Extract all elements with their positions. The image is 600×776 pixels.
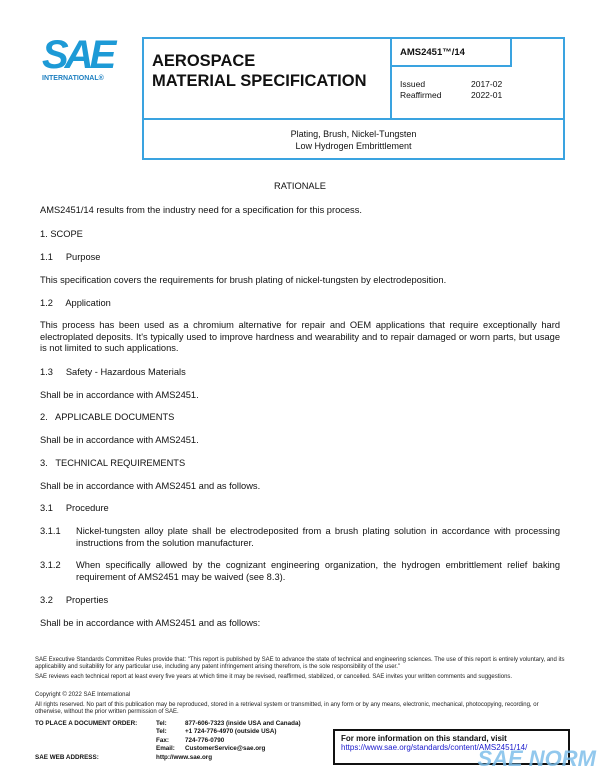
more-info-text: For more information on this standard, visit <box>341 734 507 743</box>
section-1-1-text: This specification covers the requirements for brush plating of nickel-tungsten by electrodeposition. <box>40 275 447 285</box>
section-1-3-text: Shall be in accordance with AMS2451. <box>40 390 199 400</box>
watermark: SAE NORM <box>477 746 596 771</box>
section-3-text: Shall be in accordance with AMS2451 and as follows. <box>40 481 261 491</box>
doc-number: AMS2451™/14 <box>400 47 465 58</box>
email-link[interactable]: CustomerService@sae.org <box>185 744 266 752</box>
section-3-2-heading: 3.2 Properties <box>40 595 109 605</box>
rationale-heading: RATIONALE <box>273 181 326 191</box>
section-2-text: Shall be in accordance with AMS2451. <box>40 435 199 445</box>
rights-notice: All rights reserved. No part of this publication may be reproduced, stored in a retrieval system or transmitted, in any form or by any means, electronic, mechanical, photocopying, recording, or otherwise, without the prior written permission of SAE. <box>35 702 539 716</box>
web-address-link[interactable]: http://www.sae.org <box>156 754 213 761</box>
order-label: TO PLACE A DOCUMENT ORDER: <box>35 720 138 727</box>
standard-link[interactable]: https://www.sae.org/standards/content/AMS2451/14/ <box>341 743 528 752</box>
reaffirmed-label: Reaffirmed <box>400 89 442 100</box>
section-3-1-2-text: When specifically allowed by the cognizant engineering organization, the hydrogen embrittlement relief baking requirement of AMS2451 may be waived (see 8.3). <box>76 560 560 582</box>
web-label: SAE WEB ADDRESS: <box>35 754 99 761</box>
rationale-text: AMS2451/14 results from the industry need for a specification for this process. <box>40 205 362 215</box>
section-1-2-text: This process has been used as a chromium alternative for repair and OEM applications that require exceptionally hard electroplated deposits. It's typically used to improve hardness and wearability and to repair damaged or worn parts, but usage is not limited to such applications. <box>40 320 560 353</box>
sae-logo <box>42 33 122 82</box>
copyright: Copyright © 2022 SAE International <box>35 692 131 698</box>
spec-type-title: AEROSPACE MATERIAL SPECIFICATION <box>152 52 367 90</box>
section-3-1-1-text: Nickel-tungsten alloy plate shall be electrodeposited from a brush plating solution in accordance with processing instructions from the solution manufacturer. <box>76 526 560 548</box>
issued-label: Issued <box>400 79 426 89</box>
document-subtitle: Plating, Brush, Nickel-Tungsten Low Hydrogen Embrittlement <box>290 129 417 151</box>
issued-date: 2017-02 <box>471 79 503 89</box>
section-3-1-heading: 3.1 Procedure <box>40 503 109 513</box>
logo-subtitle: INTERNATIONAL® <box>42 75 104 82</box>
contact-values: 877-606-7323 (inside USA and Canada) +1 724-776-4970 (outside USA) 724-776-0790 CustomerService@sae.org <box>185 720 301 752</box>
section-1-2-heading: 1.2 Application <box>40 298 111 308</box>
section-1-heading: 1. SCOPE <box>40 229 83 239</box>
contact-labels: Tel: Tel: Fax: Email: <box>156 720 175 752</box>
reaffirmed-date: 2022-01 <box>471 89 503 100</box>
committee-rules: SAE Executive Standards Committee Rules provide that: "This report is published by SAE to advance the state of technical and engineering sciences. The use of this report is entirely voluntary, and its applicability and suitability for any particular use, including any patent infringement arising therefrom, is the sole responsibility of the user." <box>35 657 565 671</box>
section-3-1-1-number: 3.1.1 <box>40 526 61 536</box>
section-3-2-text: Shall be in accordance with AMS2451 and as follows: <box>40 618 261 628</box>
section-1-1-heading: 1.1 Purpose <box>40 252 101 262</box>
review-notice: SAE reviews each technical report at least every five years at which time it may be revised, reaffirmed, stabilized, or cancelled. SAE invites your written comments and suggestions. <box>35 674 513 680</box>
header-box <box>142 37 565 160</box>
section-3-heading: 3. TECHNICAL REQUIREMENTS <box>40 458 186 468</box>
section-1-3-heading: 1.3 Safety - Hazardous Materials <box>40 367 186 377</box>
section-3-1-2-number: 3.1.2 <box>40 560 61 570</box>
logo-mark: SAE <box>42 33 113 77</box>
section-2-heading: 2. APPLICABLE DOCUMENTS <box>40 412 175 422</box>
